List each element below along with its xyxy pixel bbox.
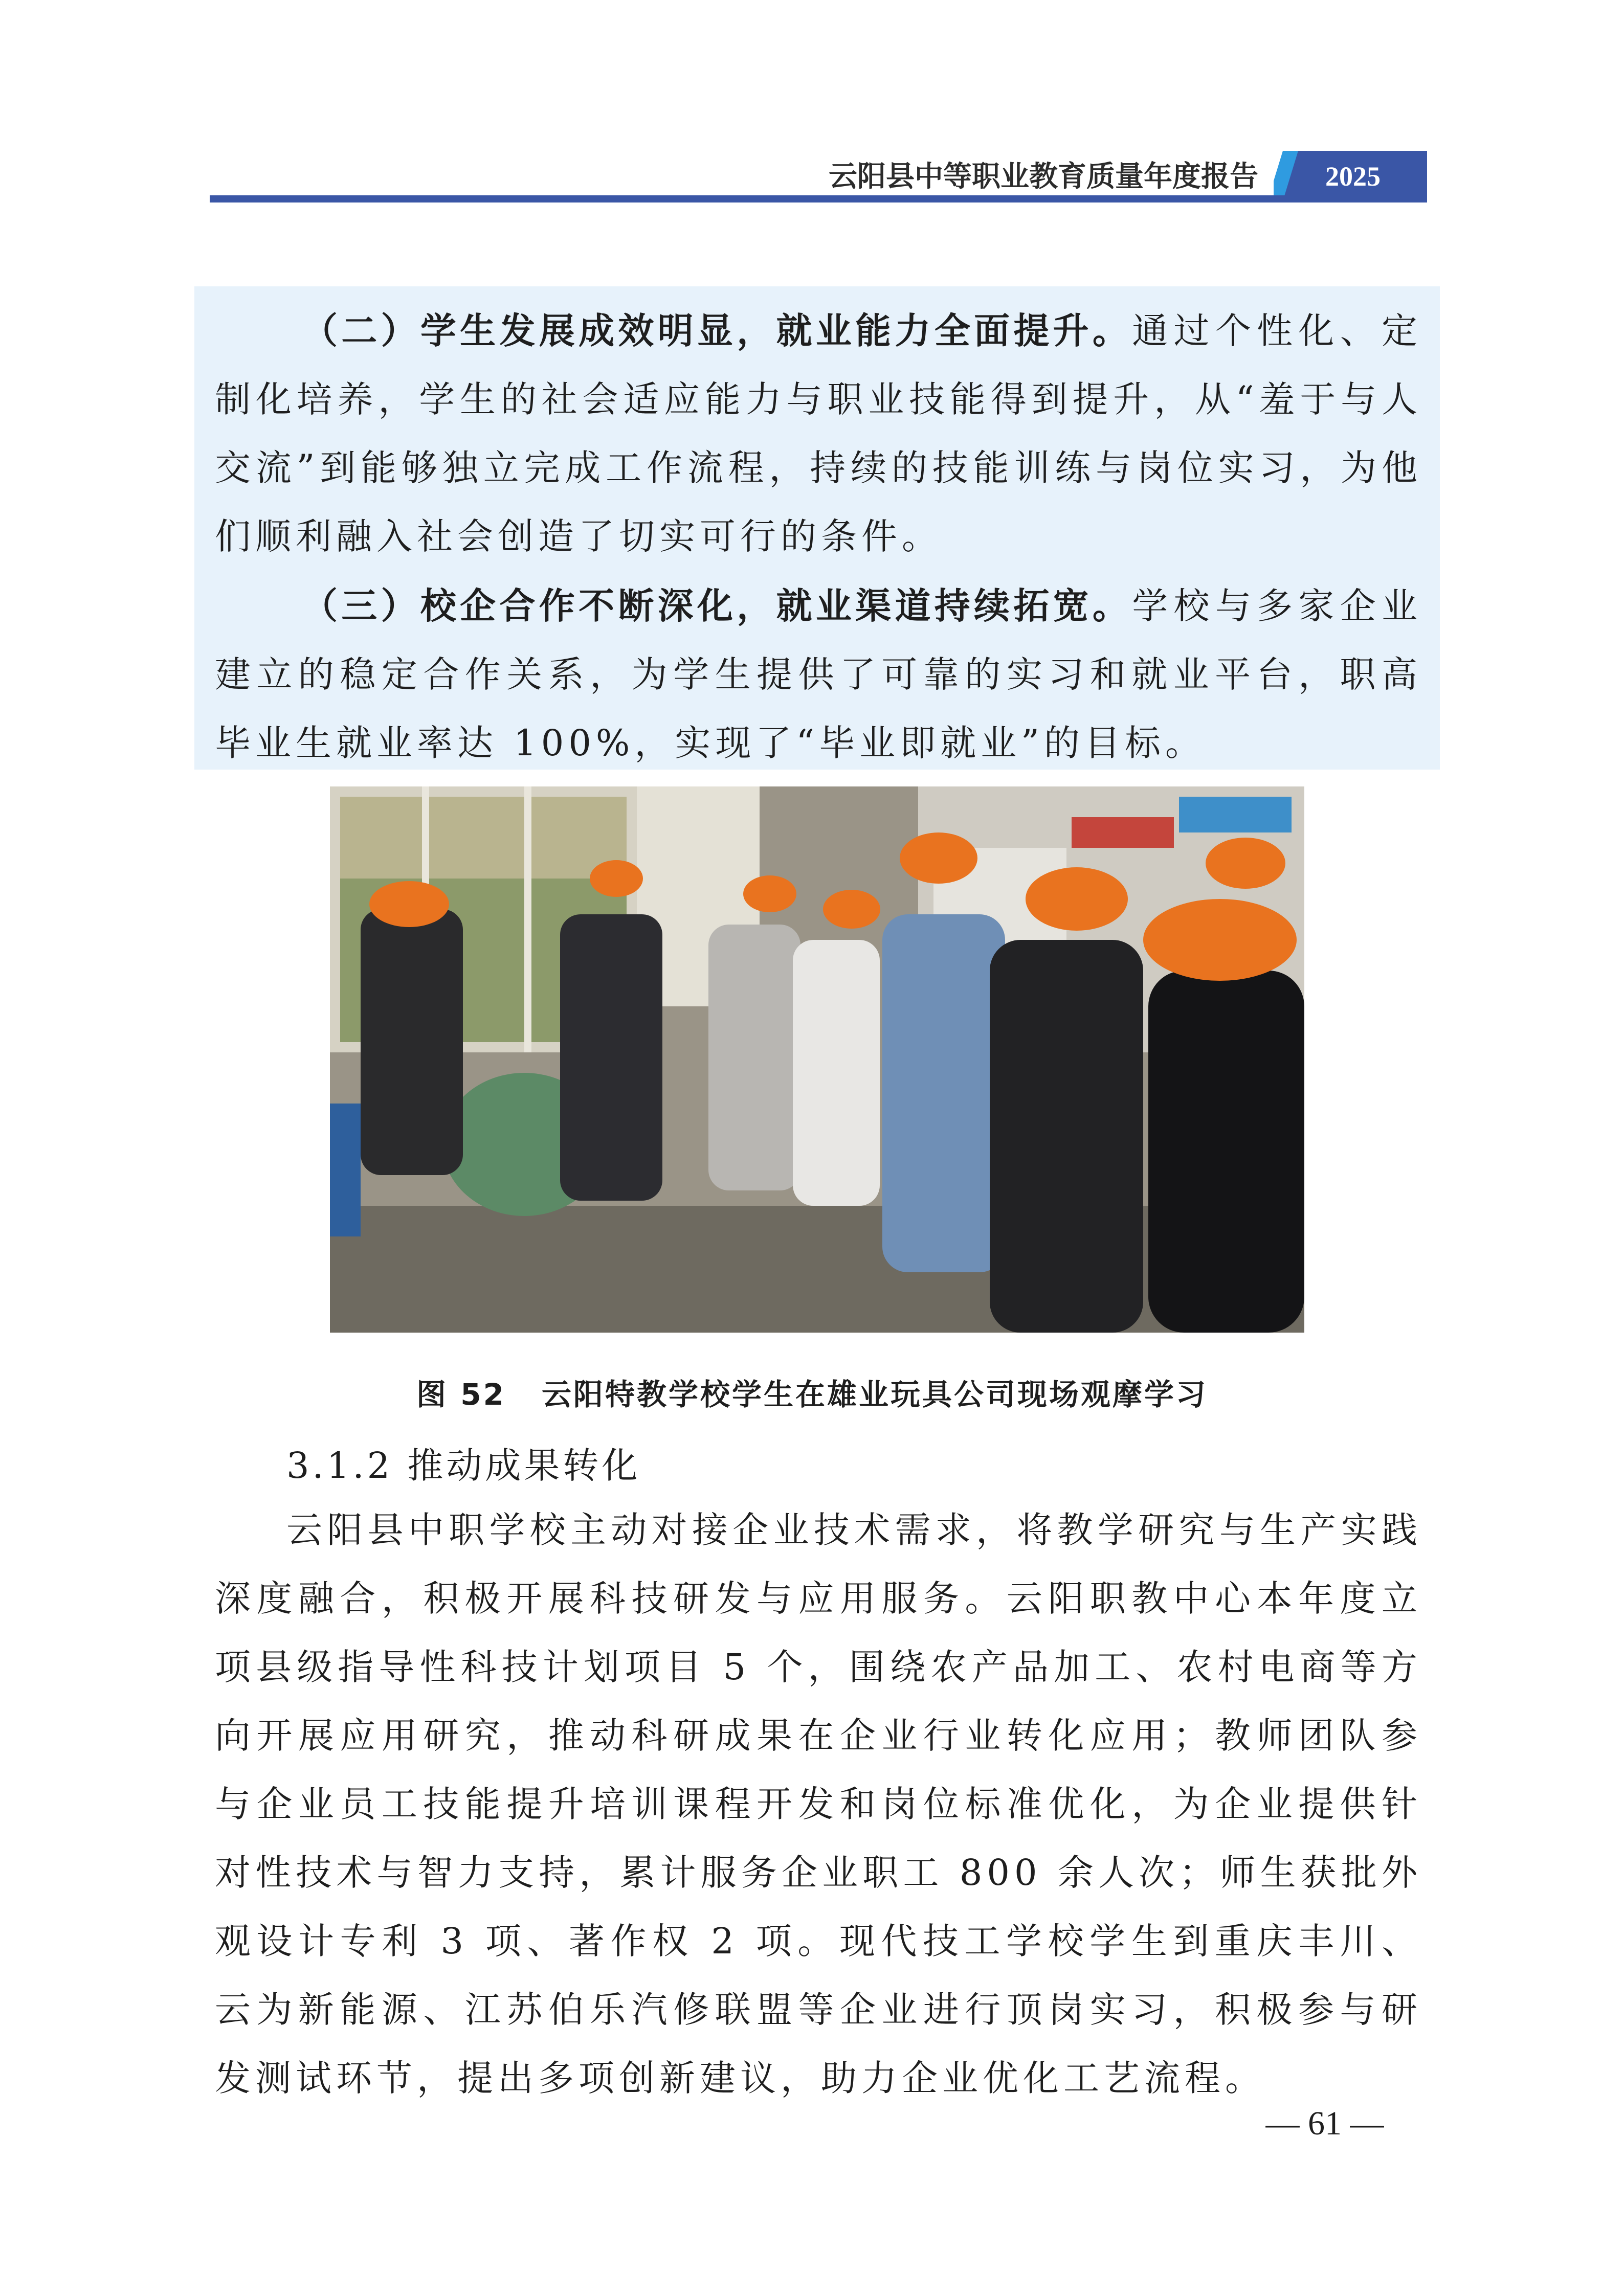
report-title: 云阳县中等职业教育质量年度报告 xyxy=(829,160,1258,193)
section-heading: 3.1.2 推动成果转化 xyxy=(286,1445,641,1487)
highlight-2-heading: （三）校企合作不断深化，就业渠道持续拓宽。 xyxy=(302,585,1132,627)
figure-number: 图 52 xyxy=(416,1377,506,1412)
figure-photo xyxy=(330,786,1304,1333)
highlight-paragraph-1 xyxy=(215,297,1422,571)
highlight-1-heading: （二）学生发展成效明显，就业能力全面提升。 xyxy=(302,310,1132,352)
highlight-paragraph-2 xyxy=(215,572,1422,777)
section-body: 云阳县中职学校主动对接企业技术需求，将教学研究与生产实践深度融合，积极开展科技研发与应用服务。云阳职教中心本年度立项县级指导性科技计划项目 5 个，围绕农产品加工、农村电商等方向开展应用研究，推动科研成果在企业行业转化应用；教师团队参与企业员工技能提升培训课程开发和岗位标准优化，为企业提供针对性技术与智力支持，累计服务企业职工 800 余人次；师生获批外观设计专利 3 项、著作权 2 项。现代技工学校学生到重庆丰川、云为新能源、江苏伯乐汽修联盟等企业进行顶岗实习，积极参与研发测试环节，提出多项创新建议，助力企业优化工艺流程。 xyxy=(215,1509,1422,2099)
report-year: 2025 xyxy=(1325,161,1381,192)
page-number: — 61 — xyxy=(1265,2105,1384,2142)
highlight-1-text: 通过个性化、定制化培养，学生的社会适应能力与职业技能得到提升，从“羞于与人交流”到能够独立完成工作流程，持续的技能训练与岗位实习，为他们顺利融入社会创造了切实可行的条件。 xyxy=(215,310,1422,557)
figure-caption xyxy=(0,1370,1624,1413)
highlight-2-text: 学校与多家企业建立的稳定合作关系，为学生提供了可靠的实习和就业平台，职高毕业生就业率达 100%，实现了“毕业即就业”的目标。 xyxy=(215,585,1422,764)
photo-illustration xyxy=(330,786,1304,1333)
figure-caption-text: 云阳特教学校学生在雄业玩具公司现场观摩学习 xyxy=(541,1377,1208,1412)
header-rule xyxy=(210,195,1427,202)
